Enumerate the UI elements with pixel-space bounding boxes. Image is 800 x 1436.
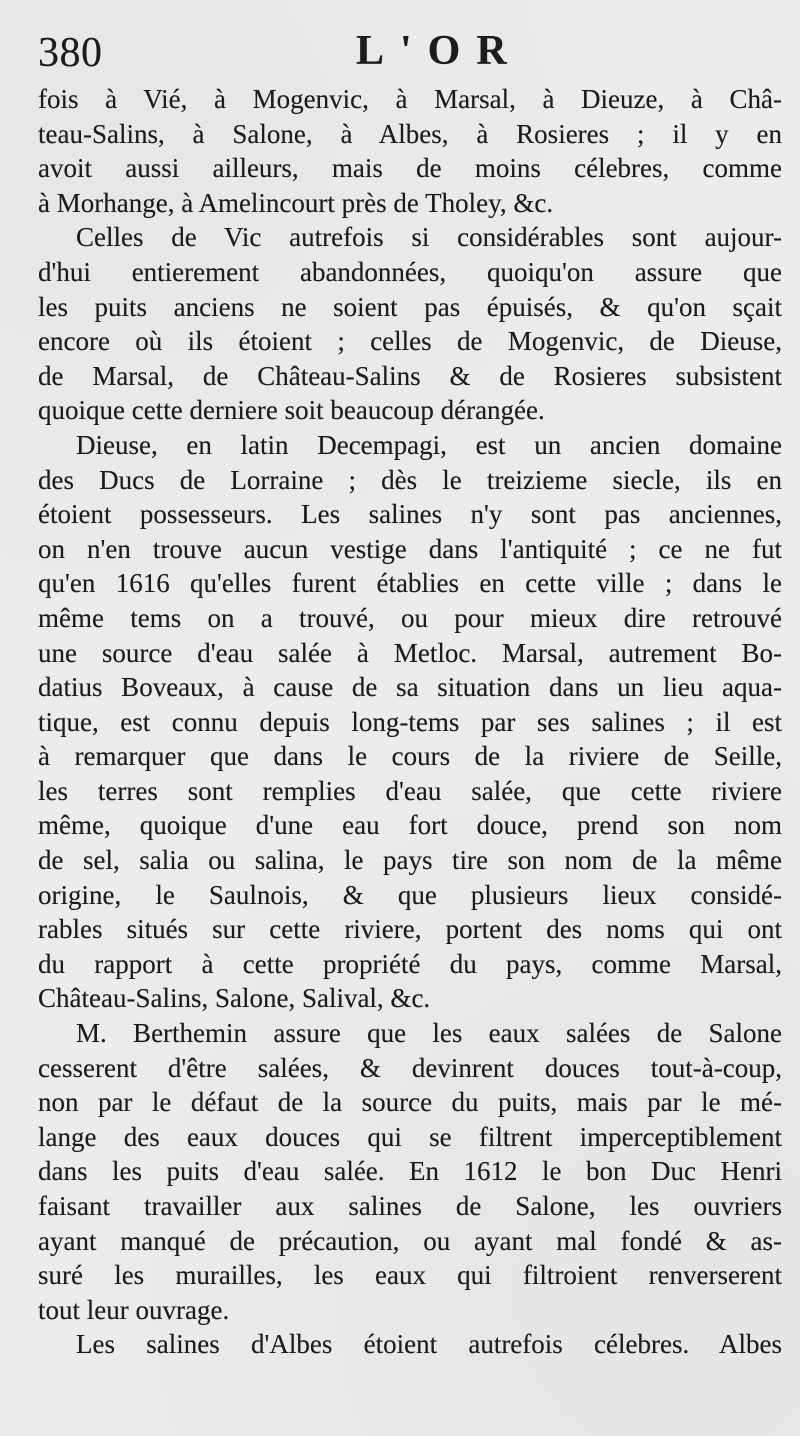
text-line: étoient possesseurs. Les salines n'y sont pas anciennes, (38, 499, 782, 530)
text-line: datius Boveaux, à cause de sa situation dans un lieu aqua- (38, 672, 782, 703)
text-line: fois à Vié, à Mogenvic, à Marsal, à Dieuze, à Châ- (38, 84, 782, 114)
text-line: Celles de Vic autrefois si considérables sont aujour- (76, 222, 782, 253)
text-line: une source d'eau salée à Metloc. Marsal, autrement Bo- (38, 637, 782, 668)
text-line: les terres sont remplies d'eau salée, que cette riviere (38, 775, 782, 806)
text-line: rables situés sur cette riviere, portent des noms qui ont (38, 914, 782, 945)
text-line: tout leur ouvrage. (38, 1294, 230, 1325)
text-line: des Ducs de Lorraine ; dès le treizieme siecle, ils en (38, 464, 782, 495)
text-line: même, quoique d'une eau fort douce, prend son nom (38, 810, 782, 841)
text-line: du rapport à cette propriété du pays, comme Marsal, (38, 948, 782, 979)
text-line: quoique cette derniere soit beaucoup dérangée. (38, 395, 545, 426)
text-line: non par le défaut de la source du puits, mais par le mé- (38, 1087, 782, 1118)
text-line: cesserent d'être salées, & devinrent douces tout-à-coup, (38, 1052, 782, 1083)
text-line: de sel, salia ou salina, le pays tire son nom de la même (38, 845, 782, 876)
text-line: à remarquer que dans le cours de la riviere de Seille, (38, 741, 782, 772)
text-line: tique, est connu depuis long-tems par ses salines ; il est (38, 706, 782, 737)
text-line: M. Berthemin assure que les eaux salées de Salone (76, 1018, 782, 1049)
running-head: L'OR (356, 28, 523, 74)
text-line: Dieuse, en latin Decempagi, est un ancien domaine (76, 429, 782, 460)
text-line: encore où ils étoient ; celles de Mogenvic, de Dieuse, (38, 326, 782, 357)
page-number: 380 (38, 30, 103, 76)
text-line: ayant manqué de précaution, ou ayant mal fondé & as- (38, 1225, 782, 1256)
text-line: origine, le Saulnois, & que plusieurs lieux considé- (38, 879, 782, 910)
text-line: suré les murailles, les eaux qui filtroient renverserent (38, 1260, 782, 1291)
text-line: faisant travailler aux salines de Salone, les ouvriers (38, 1191, 782, 1221)
text-line: on n'en trouve aucun vestige dans l'antiquité ; ce ne fut (38, 533, 782, 564)
text-line: Les salines d'Albes étoient autrefois célebres. Albes (76, 1329, 782, 1360)
text-line: dans les puits d'eau salée. En 1612 le bon Duc Henri (38, 1156, 782, 1187)
text-line: Château-Salins, Salone, Salival, &c. (38, 983, 431, 1014)
body-text (38, 82, 782, 1362)
text-line: d'hui entierement abandonnées, quoiqu'on assure que (38, 256, 782, 287)
text-line: teau-Salins, à Salone, à Albes, à Rosieres ; il y en (38, 118, 782, 149)
text-line: les puits anciens ne soient pas épuisés, & qu'on sçait (38, 291, 782, 322)
page-header (38, 24, 782, 82)
text-line: lange des eaux douces qui se filtrent imperceptiblement (38, 1121, 782, 1152)
text-line: de Marsal, de Château-Salins & de Rosieres subsistent (38, 360, 782, 391)
text-line: qu'en 1616 qu'elles furent établies en cette ville ; dans le (38, 568, 782, 599)
text-line: même tems on a trouvé, ou pour mieux dire retrouvé (38, 602, 782, 633)
text-line: à Morhange, à Amelincourt près de Tholey, &c. (38, 187, 554, 218)
text-line: avoit aussi ailleurs, mais de moins célebres, comme (38, 153, 782, 184)
